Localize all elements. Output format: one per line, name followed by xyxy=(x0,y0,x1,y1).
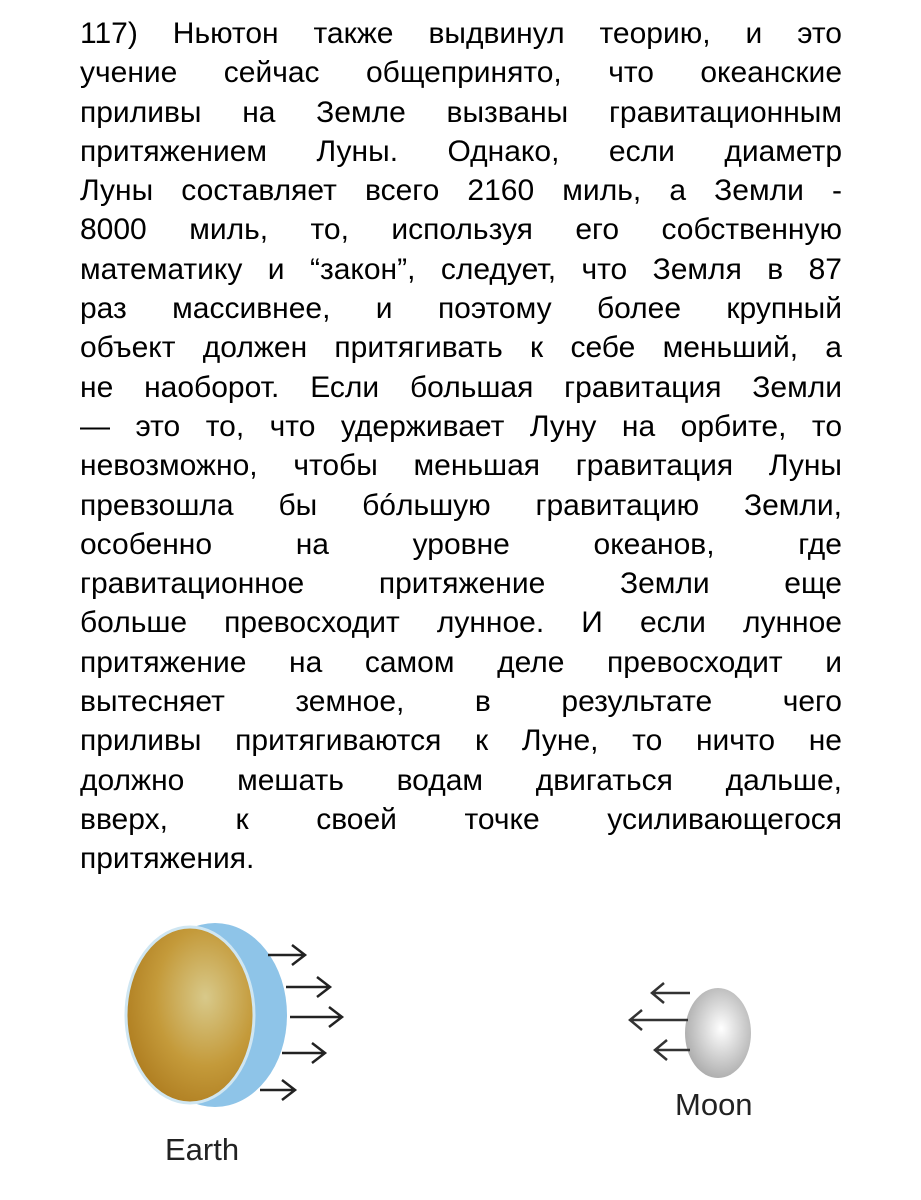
text-line: невозможно, чтобы меньшая гравитация Луны xyxy=(80,449,842,483)
text-line: учение сейчас общепринято, что океанские xyxy=(80,56,842,90)
earth-label: Earth xyxy=(165,1132,240,1167)
arrow-left-icon xyxy=(655,1040,690,1060)
text-line: 8000 миль, то, используя его собственную xyxy=(80,213,842,247)
text-line: Луны составляет всего 2160 миль, а Земли - xyxy=(80,174,842,208)
text-line: притяжения. xyxy=(80,842,255,876)
paragraph-117 xyxy=(80,14,842,879)
moon xyxy=(685,988,751,1078)
text-line: вверх, к своей точке усиливающегося xyxy=(80,802,842,836)
arrow-left-icon xyxy=(630,1010,688,1030)
text-line: превзошла бы бóльшую гравитацию Земли, xyxy=(80,488,842,522)
earth xyxy=(126,923,287,1107)
text-line: объект должен притягивать к себе меньший, а xyxy=(80,331,842,365)
text-line: притяжением Луны. Однако, если диаметр xyxy=(80,134,842,168)
text-line: вытесняет земное, в результате чего xyxy=(80,685,842,719)
earth-sphere xyxy=(126,927,254,1103)
text-line: должно мешать водам двигаться дальше, xyxy=(80,763,842,797)
text-line: больше превосходит лунное. И если лунное xyxy=(80,606,842,640)
moon-label: Moon xyxy=(675,1087,753,1122)
arrow-right-icon xyxy=(260,1080,295,1100)
text-line: гравитационное притяжение Земли еще xyxy=(80,567,842,601)
text-line: математику и “закон”, следует, что Земля в 87 xyxy=(80,252,842,286)
text-line: раз массивнее, и поэтому более крупный xyxy=(80,292,842,326)
arrow-right-icon xyxy=(286,977,330,997)
text-line: притяжение на самом деле превосходит и xyxy=(80,645,842,679)
arrow-right-icon xyxy=(282,1043,325,1063)
text-line: — это то, что удерживает Луну на орбите, то xyxy=(80,409,842,443)
text-line: приливы на Земле вызваны гравитационным xyxy=(80,95,842,129)
text-line: 117) Ньютон также выдвинул теорию, и это xyxy=(80,17,842,50)
tides-diagram xyxy=(0,900,921,1200)
text-line: не наоборот. Если большая гравитация Земли xyxy=(80,370,842,404)
text-line: приливы притягиваются к Луне, то ничто не xyxy=(80,724,842,758)
arrow-right-icon xyxy=(290,1007,342,1027)
moon-arrows xyxy=(630,983,690,1060)
text-line: особенно на уровне океанов, где xyxy=(80,527,842,561)
arrow-left-icon xyxy=(652,983,690,1003)
